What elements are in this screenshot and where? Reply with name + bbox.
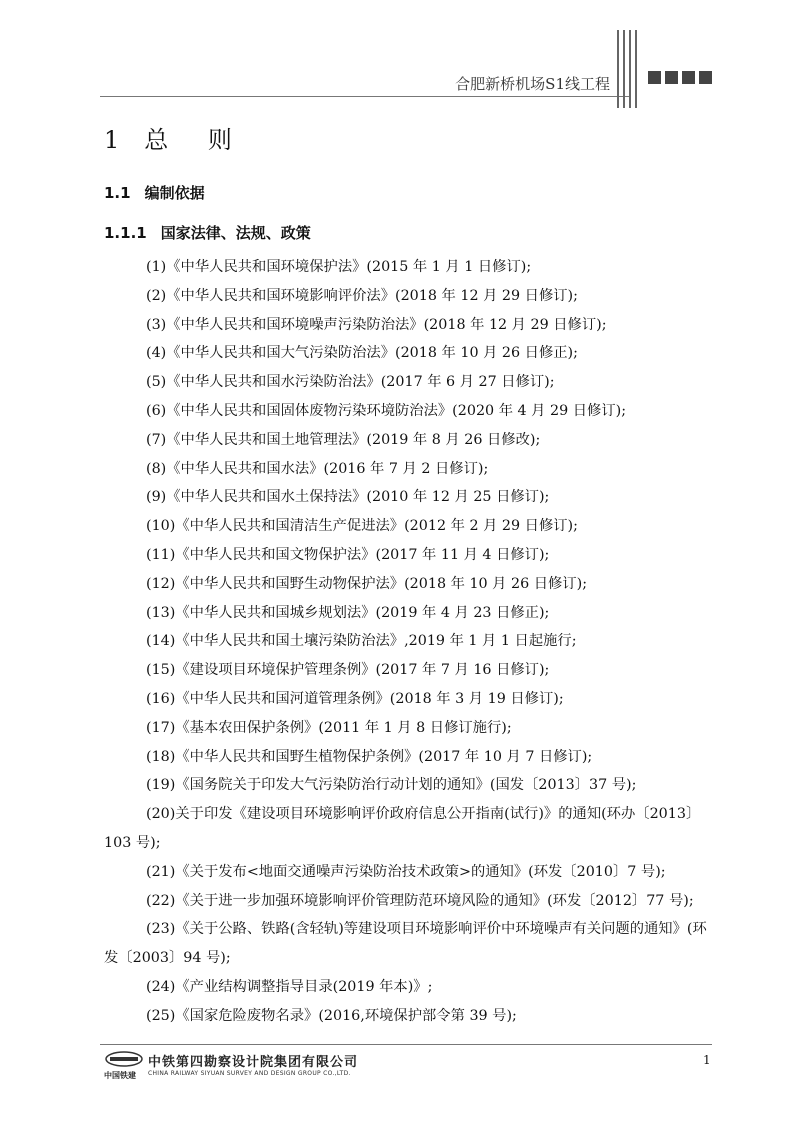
company-name-en: CHINA RAILWAY SIYUAN SURVEY AND DESIGN GROUP CO.,LTD. — [148, 1070, 351, 1077]
header-project-title: 合肥新桥机场S1线工程 — [455, 75, 610, 93]
crcc-logo — [104, 1050, 144, 1082]
section-heading — [104, 182, 205, 203]
list-item: (9)《中华人民共和国水土保持法》(2010 年 12 月 25 日修订); — [146, 489, 550, 506]
list-item: (1)《中华人民共和国环境保护法》(2015 年 1 月 1 日修订); — [146, 259, 532, 275]
header-decorative-bars — [615, 30, 643, 108]
footer-rule — [100, 1044, 712, 1045]
list-item: (7)《中华人民共和国土地管理法》(2019 年 8 月 26 日修改); — [146, 431, 541, 448]
list-item: (16)《中华人民共和国河道管理条例》(2018 年 3 月 19 日修订); — [146, 690, 564, 707]
list-item: (6)《中华人民共和国固体废物污染环境防治法》(2020 年 4 月 29 日修订); — [146, 402, 627, 419]
chapter-heading — [104, 120, 248, 155]
chapter-title: 总 则 — [144, 126, 248, 154]
section-number: 1.1 — [104, 184, 131, 202]
list-item: (18)《中华人民共和国野生植物保护条例》(2017 年 10 月 7 日修订); — [146, 748, 593, 765]
list-item: (12)《中华人民共和国野生动物保护法》(2018 年 10 月 26 日修订); — [146, 575, 588, 592]
subsection-number: 1.1.1 — [104, 224, 147, 242]
logo-text: 中国铁建 — [104, 1071, 136, 1080]
list-item: (11)《中华人民共和国文物保护法》(2017 年 11 月 4 日修订); — [146, 546, 550, 563]
company-name-cn: 中铁第四勘察设计院集团有限公司 — [148, 1055, 359, 1070]
list-item: (25)《国家危险废物名录》(2016,环境保护部令第 39 号); — [146, 1007, 517, 1024]
list-item: (2)《中华人民共和国环境影响评价法》(2018 年 12 月 29 日修订); — [146, 287, 578, 304]
list-item: (5)《中华人民共和国水污染防治法》(2017 年 6 月 27 日修订); — [146, 374, 555, 391]
list-item: (21)《关于发布<地面交通噪声污染防治技术政策>的通知》(环发〔2010〕7 号); — [146, 863, 666, 880]
crcc-logo-mark-icon — [104, 1050, 144, 1068]
list-item: (13)《中华人民共和国城乡规划法》(2019 年 4 月 23 日修正); — [146, 604, 550, 621]
chapter-number: 1 — [104, 126, 121, 154]
page-number: 1 — [703, 1053, 711, 1067]
section-title: 编制依据 — [144, 184, 205, 202]
list-item: (10)《中华人民共和国清洁生产促进法》(2012 年 2 月 29 日修订); — [146, 518, 578, 535]
list-item: (20)关于印发《建设项目环境影响评价政府信息公开指南(试行)》的通知(环办〔2013〕103 号); — [104, 806, 701, 851]
list-item: (22)《关于进一步加强环境影响评价管理防范环境风险的通知》(环发〔2012〕77 号); — [146, 892, 694, 909]
list-item: (3)《中华人民共和国环境噪声污染防治法》(2018 年 12 月 29 日修订); — [146, 316, 607, 333]
list-item: (4)《中华人民共和国大气污染防治法》(2018 年 10 月 26 日修正); — [146, 345, 578, 362]
list-item: (23)《关于公路、铁路(含轻轨)等建设项目环境影响评价中环境噪声有关问题的通知》(环发〔2003〕94 号); — [104, 921, 707, 967]
list-item: (15)《建设项目环境保护管理条例》(2017 年 7 月 16 日修订); — [146, 662, 550, 679]
subsection-heading — [104, 222, 311, 243]
list-item: (8)《中华人民共和国水法》(2016 年 7 月 2 日修订); — [146, 460, 489, 477]
list-item: (19)《国务院关于印发大气污染防治行动计划的通知》(国发〔2013〕37 号); — [146, 777, 637, 794]
header-rule — [100, 96, 630, 97]
header-decorative-squares — [648, 71, 712, 87]
regulation-list — [104, 253, 716, 1031]
list-item: (14)《中华人民共和国土壤污染防治法》,2019 年 1 月 1 日起施行; — [146, 633, 577, 650]
list-item: (24)《产业结构调整指导目录(2019 年本)》; — [146, 978, 433, 995]
list-item: (17)《基本农田保护条例》(2011 年 1 月 8 日修订施行); — [146, 719, 512, 736]
subsection-title: 国家法律、法规、政策 — [160, 224, 311, 242]
